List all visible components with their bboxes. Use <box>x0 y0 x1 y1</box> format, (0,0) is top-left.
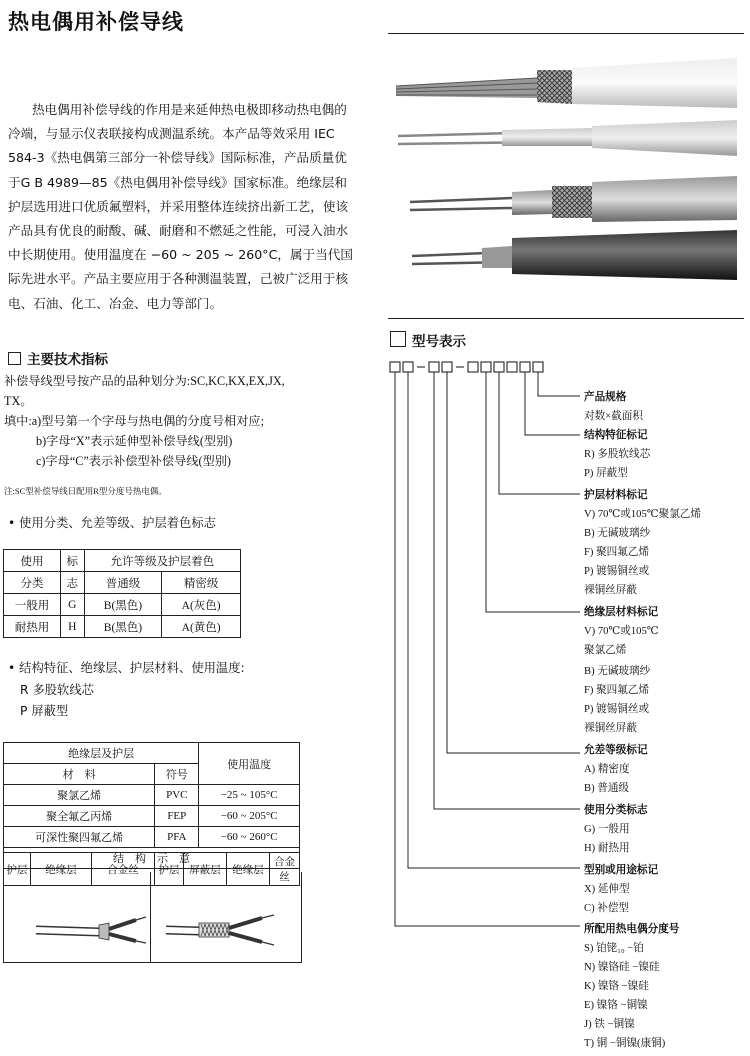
cable-3 <box>410 176 737 222</box>
cable-left-icon <box>36 917 146 943</box>
code-option-label: K) 镍铬 −镍硅 <box>584 981 649 992</box>
material-table <box>3 742 300 869</box>
code-option-label: C) 补偿型 <box>584 903 630 914</box>
code-category-label: 允差等级标记 <box>584 744 648 756</box>
code-option-label: N) 镍铬硅 −镍硅 <box>584 962 660 973</box>
spec-body <box>4 371 364 471</box>
code-option-label: G) 一般用 <box>584 824 630 835</box>
code-option-label: 裸铜丝屏蔽 <box>584 585 637 596</box>
table-header: 标 <box>60 550 84 572</box>
code-category-label: 产品规格 <box>584 391 627 403</box>
cable-photo <box>392 58 737 298</box>
table-row: 聚氯乙烯 PVC −25 ~ 105°C <box>4 785 300 806</box>
bullet-classification: • 使用分类、允差等级、护层着色标志 <box>8 516 216 530</box>
code-option-label: P) 镀锡铜丝或 <box>584 704 650 715</box>
checkbox-square-icon <box>390 331 406 347</box>
code-option-label: X) 延伸型 <box>584 884 630 895</box>
code-category-label: 使用分类标志 <box>584 804 648 816</box>
code-option-label: F) 聚四氟乙烯 <box>584 685 650 696</box>
code-option-label: F) 聚四氟乙烯 <box>584 547 650 558</box>
code-heading <box>390 330 466 350</box>
model-code-labels <box>584 384 749 1056</box>
spec-heading <box>8 348 108 368</box>
table-header: 使用温度 <box>199 743 300 785</box>
structure-diagram <box>3 872 302 963</box>
bullet-structure: • 结构特征、绝缘层、护层材料、使用温度: <box>8 661 245 675</box>
table-row: 聚全氟乙丙烯 FEP −60 ~ 205°C <box>4 806 300 827</box>
code-category-label: 型别或用途标记 <box>584 864 659 876</box>
code-option-label: A) 精密度 <box>584 764 630 775</box>
structure-options <box>20 680 94 722</box>
structure-column-headers: 护层 绝缘层 合金丝 护层 屏蔽层 绝缘层 合金丝 <box>3 852 300 886</box>
spec-line: 填中:a)型号第一个字母与热电偶的分度号相对应; <box>4 414 264 428</box>
spec-line: b)字母“X”表示延伸型补偿导线(型别) <box>36 434 233 448</box>
top-rule <box>388 33 744 34</box>
code-option-label: B) 普通级 <box>584 783 630 794</box>
code-option-label: V) 70℃或105℃聚氯乙烯 <box>584 509 701 520</box>
code-option-label: R) 多股软线芯 <box>584 449 651 460</box>
table-header: 绝缘层及护层 <box>4 743 199 764</box>
classification-table <box>3 549 241 638</box>
bullet-text: 使用分类、允差等级、护层着色标志 <box>19 516 216 530</box>
table-header: 分类 <box>4 572 61 594</box>
table-row: 耐热用 H B(黑色) A(黄色) <box>4 616 241 638</box>
table-header: 材 料 <box>4 764 155 785</box>
checkbox-square-icon <box>8 352 21 365</box>
structure-option: R 多股软线芯 <box>20 683 94 697</box>
intro-paragraph: 热电偶用补偿导线的作用是来延伸热电极即移动热电偶的冷端，与显示仪表联接构成测温系统。本产品等效采用 IEC 584-3《热电偶第三部分一补偿导线》国际标准，产品质量优于G B 4989—85《热电偶用补偿导线》国家标准。绝缘层和护层选用进口优质氟塑料，并采用整体连续挤出新工艺，使该产品具有优良的耐酸、碱、耐磨和不燃延之性能，可浸入油水中长期使用。使用温度在 −60 ~ 205 ~ 260°C，属于当代国际先进水平。产品主要应用于各种测温装置，己被广泛用于核电、石油、化工、冶金、电力等部门。 <box>8 102 353 311</box>
table-header: 普通级 <box>84 572 162 594</box>
spec-line: c)字母“C”表示补偿型补偿导线(型别) <box>36 454 231 468</box>
code-option-label: 裸铜丝屏蔽 <box>584 723 637 734</box>
spec-heading-text: 主要技术指标 <box>27 352 108 368</box>
code-option-label: B) 无碱玻璃纱 <box>584 666 651 677</box>
code-category-label: 绝缘层材料标记 <box>584 606 659 618</box>
code-category-label: 所配用热电偶分度号 <box>584 923 680 935</box>
cable-right-icon <box>166 915 274 945</box>
table-header: 精密级 <box>162 572 241 594</box>
spec-line: 补偿导线型号按产品的品种划分为:SC,KC,KX,EX,JX, <box>4 374 285 388</box>
code-category-label: 结构特征标记 <box>584 429 648 441</box>
code-category-label: 护层材料标记 <box>584 489 648 501</box>
table-header: 允许等级及护层着色 <box>84 550 240 572</box>
code-option-label: S) 铂铑₁₀ −铂 <box>584 943 644 954</box>
cable-4 <box>412 230 737 280</box>
code-option-label: T) 铜 −铜镍(康铜) <box>584 1038 666 1049</box>
table-header: 符号 <box>155 764 199 785</box>
code-heading-text: 型号表示 <box>412 334 466 350</box>
code-option-label: B) 无碱玻璃纱 <box>584 528 651 539</box>
table-row: 一般用 G B(黑色) A(灰色) <box>4 594 241 616</box>
table-row: 可深性聚四氟乙烯 PFA −60 ~ 260°C <box>4 827 300 848</box>
spec-line: TX。 <box>4 394 33 408</box>
table-header: 志 <box>60 572 84 594</box>
cable-structure-illustration <box>4 872 301 962</box>
structure-option: P 屏蔽型 <box>20 704 69 718</box>
code-option-label: J) 铁 −铜镍 <box>584 1019 635 1030</box>
spec-note: 注:SC型补偿导线日配用R型分度号热电偶。 <box>4 486 167 496</box>
cable-1 <box>396 58 737 108</box>
code-option-label: P) 屏蔽型 <box>584 468 628 479</box>
connector-lines <box>395 372 580 926</box>
code-option-label: E) 镍铬 −铜镍 <box>584 1000 648 1011</box>
code-option-label: P) 镀锡铜丝或 <box>584 566 650 577</box>
section-rule <box>388 318 744 319</box>
page-title: 热电偶用补偿导线 <box>8 10 184 34</box>
bullet-text: 结构特征、绝缘层、护层材料、使用温度: <box>19 661 245 675</box>
code-option-label: 聚氯乙烯 <box>584 645 627 656</box>
structure-heading: 结 构 示 意 <box>4 848 300 869</box>
code-option-label: V) 70℃或105℃ <box>584 626 659 637</box>
code-option-label: 对数×截面积 <box>584 411 643 422</box>
table-header: 使用 <box>4 550 61 572</box>
cable-2 <box>398 120 737 156</box>
code-option-label: H) 耐热用 <box>584 843 630 854</box>
